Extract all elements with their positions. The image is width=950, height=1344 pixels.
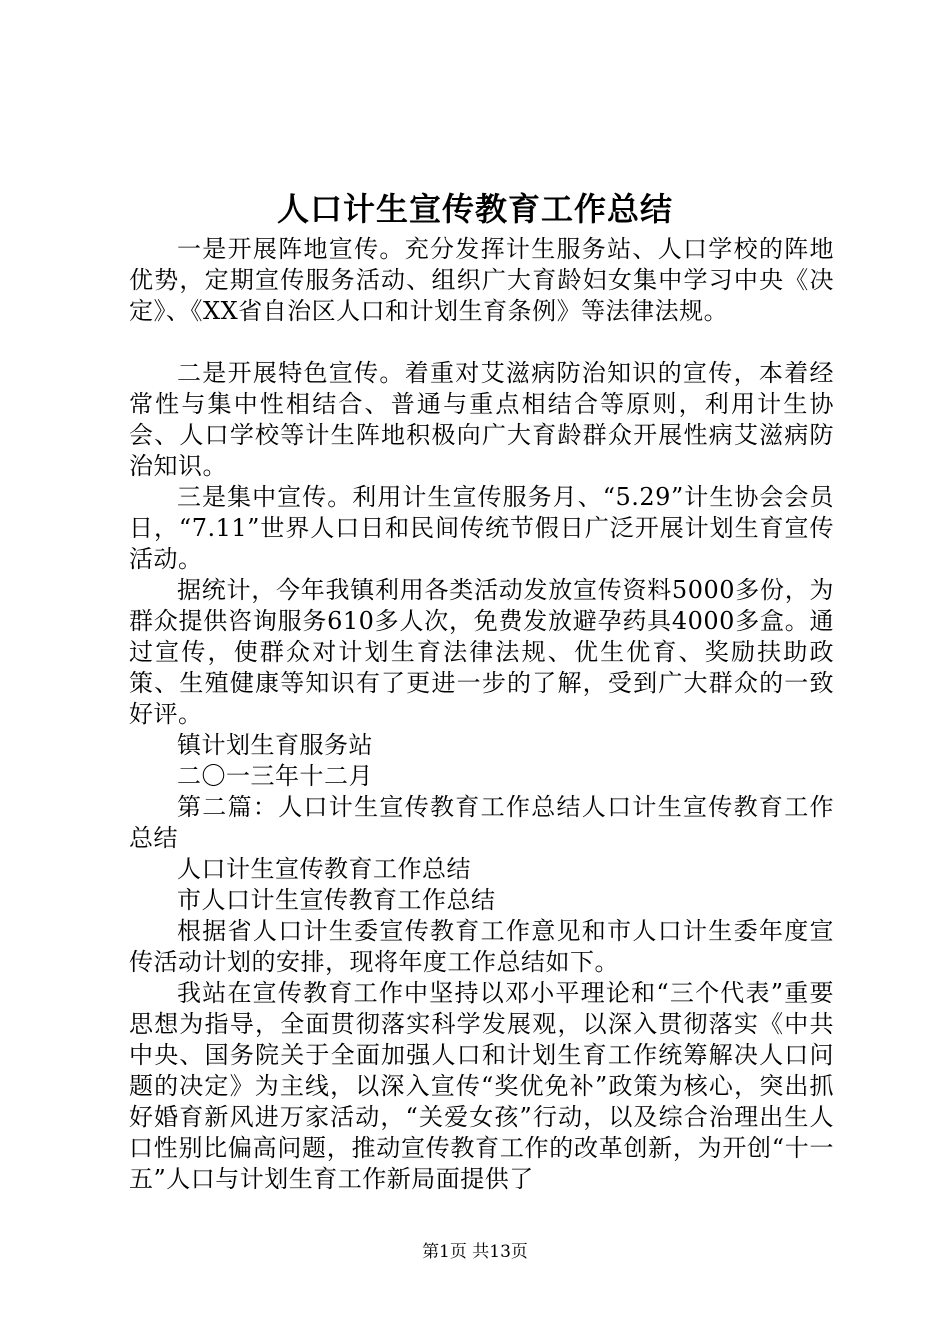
paragraph-position-publicity: 一是开展阵地宣传。充分发挥计生服务站、人口学校的阵地优势，定期宣传服务活动、组织广大育龄妇女集中学习中央《决定》、《XX省自治区人口和计划生育条例》等法律法规。	[129, 235, 834, 325]
document-body	[129, 234, 834, 1195]
paragraph-special-publicity: 二是开展特色宣传。着重对艾滋病防治知识的宣传，本着经常性与集中性相结合、普通与重点相结合等原则，利用计生协会、人口学校等计生阵地积极向广大育龄群众开展性病艾滋病防治知识。	[129, 359, 834, 480]
paragraph-statistics: 据统计，今年我镇利用各类活动发放宣传资料5000多份，为群众提供咨询服务610多人次，免费发放避孕药具4000多盒。通过宣传，使群众对计划生育法律法规、优生优育、奖励扶助政策、生殖健康等知识有了更进一步的了解，受到广大群众的一致好评。	[129, 576, 834, 728]
signature-date: 二〇一三年十二月	[177, 762, 373, 790]
paragraph-focused-publicity: 三是集中宣传。利用计生宣传服务月、“5.29”计生协会会员日，“7.11”世界人口日和民间传统节假日广泛开展计划生育宣传活动。	[129, 483, 834, 573]
signature-organization: 镇计划生育服务站	[177, 731, 373, 759]
section-two-heading: 第二篇：人口计生宣传教育工作总结人口计生宣传教育工作总结	[129, 793, 834, 852]
paragraph-intro: 根据省人口计生委宣传教育工作意见和市人口计生委年度宣传活动计划的安排，现将年度工作总结如下。	[129, 917, 834, 976]
section-two-subtitle: 人口计生宣传教育工作总结	[177, 855, 471, 883]
paragraph-guiding-principles: 我站在宣传教育工作中坚持以邓小平理论和“三个代表”重要思想为指导，全面贯彻落实科学发展观，以深入贯彻落实《中共中央、国务院关于全面加强人口和计划生育工作统筹解决人口问题的决定》为主线，以深入宣传“奖优免补”政策为核心，突出抓好婚育新风进万家活动，“关爱女孩”行动，以及综合治理出生人口性别比偏高问题，推动宣传教育工作的改革创新，为开创“十一五”人口与计划生育工作新局面提供了	[129, 979, 834, 1193]
document-title: 人口计生宣传教育工作总结	[276, 190, 673, 228]
section-two-city-title: 市人口计生宣传教育工作总结	[177, 886, 496, 914]
page-footer: 第1页 共13页	[422, 1242, 528, 1262]
